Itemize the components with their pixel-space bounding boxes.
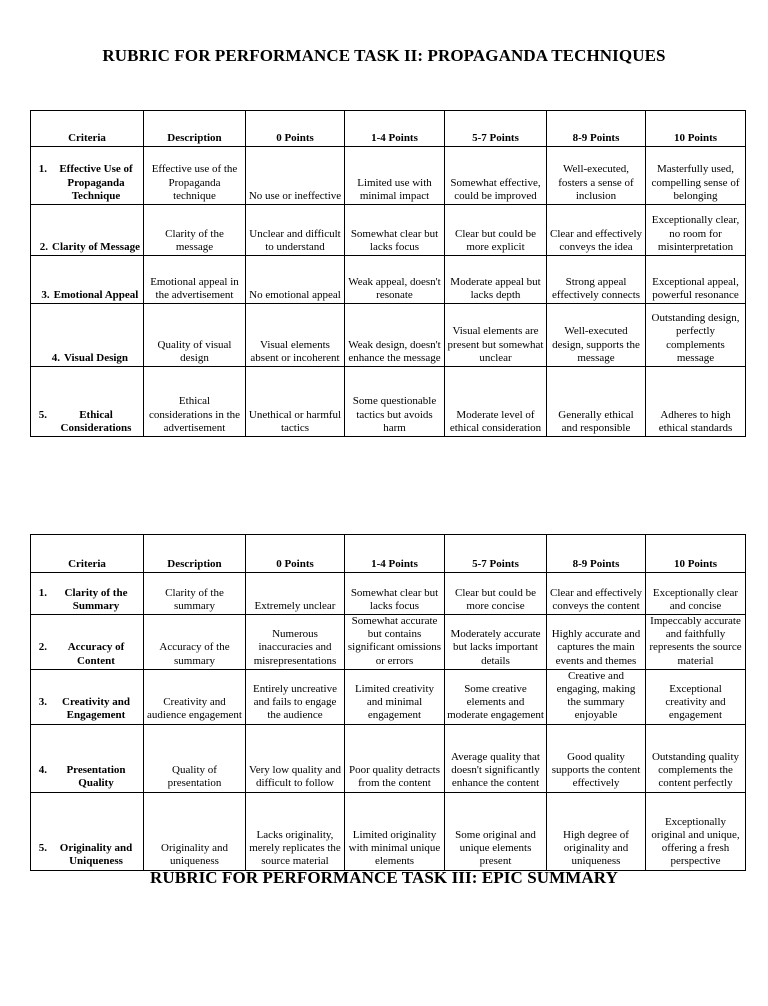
score-cell-8-9: Strong appeal effectively connects: [547, 256, 646, 304]
header-description: Description: [144, 535, 246, 573]
description-cell: Creativity and audience engagement: [144, 669, 246, 724]
score-cell-0: No use or ineffective: [246, 147, 345, 205]
score-cell-10: Outstanding design, perfectly complements message: [646, 304, 746, 367]
header-1-4-points: 1-4 Points: [345, 111, 445, 147]
description-cell: Emotional appeal in the advertisement: [144, 256, 246, 304]
table-row: [31, 304, 746, 367]
criteria-name: Visual Design: [63, 351, 129, 364]
table-row: [31, 367, 746, 437]
score-cell-0: Unclear and difficult to understand: [246, 205, 345, 256]
score-cell-1-4: Limited use with minimal impact: [345, 147, 445, 205]
criteria-number: 5.: [38, 408, 47, 421]
score-cell-5-7: Some creative elements and moderate engagement: [445, 669, 547, 724]
header-1-4-points: 1-4 Points: [345, 535, 445, 573]
criteria-number: 1.: [38, 163, 47, 176]
header-criteria: Criteria: [31, 535, 144, 573]
score-cell-0: No emotional appeal: [246, 256, 345, 304]
score-cell-5-7: Somewhat effective, could be improved: [445, 147, 547, 205]
header-10-points: 10 Points: [646, 535, 746, 573]
header-description: Description: [144, 111, 246, 147]
score-cell-1-4: Limited originality with minimal unique elements: [345, 792, 445, 870]
criteria-name: Emotional Appeal: [53, 288, 139, 301]
score-cell-5-7: Moderate level of ethical consideration: [445, 367, 547, 437]
score-cell-5-7: Average quality that doesn't significantly enhance the content: [445, 724, 547, 792]
criteria-number: 2.: [38, 641, 47, 654]
criteria-number: 3.: [41, 288, 50, 301]
criteria-number: 2.: [39, 240, 48, 253]
score-cell-10: Exceptional appeal, powerful resonance: [646, 256, 746, 304]
score-cell-10: Masterfully used, compelling sense of belonging: [646, 147, 746, 205]
criteria-cell: [31, 615, 144, 670]
header-0-points: 0 Points: [246, 535, 345, 573]
table-row: [31, 792, 746, 870]
score-cell-1-4: Weak design, doesn't enhance the message: [345, 304, 445, 367]
header-0-points: 0 Points: [246, 111, 345, 147]
criteria-cell: [31, 256, 144, 304]
table-row: [31, 573, 746, 615]
table-row: [31, 724, 746, 792]
criteria-cell: [31, 573, 144, 615]
criteria-cell: [31, 792, 144, 870]
criteria-name: Accuracy of Content: [67, 641, 125, 667]
criteria-name: Creativity and Engagement: [62, 696, 130, 722]
header-criteria: Criteria: [31, 111, 144, 147]
score-cell-1-4: Weak appeal, doesn't resonate: [345, 256, 445, 304]
criteria-number: 5.: [38, 842, 47, 855]
score-cell-0: Numerous inaccuracies and misrepresentations: [246, 615, 345, 670]
score-cell-10: Exceptionally clear, no room for misinterpretation: [646, 205, 746, 256]
header-row: [31, 111, 746, 147]
score-cell-8-9: High degree of originality and uniqueness: [547, 792, 646, 870]
rubric-title-task-3: RUBRIC FOR PERFORMANCE TASK III: EPIC SUMMARY: [150, 868, 618, 887]
criteria-number: 4.: [51, 351, 60, 364]
score-cell-1-4: Somewhat clear but lacks focus: [345, 573, 445, 615]
score-cell-10: Exceptionally clear and concise: [646, 573, 746, 615]
header-8-9-points: 8-9 Points: [547, 111, 646, 147]
criteria-cell: [31, 304, 144, 367]
score-cell-8-9: Clear and effectively conveys the idea: [547, 205, 646, 256]
criteria-name: Ethical Considerations: [60, 408, 132, 434]
description-cell: Quality of visual design: [144, 304, 246, 367]
criteria-cell: [31, 205, 144, 256]
table-row: [31, 256, 746, 304]
score-cell-8-9: Clear and effectively conveys the content: [547, 573, 646, 615]
score-cell-5-7: Clear but could be more explicit: [445, 205, 547, 256]
table-row: [31, 205, 746, 256]
score-cell-1-4: Some questionable tactics but avoids harm: [345, 367, 445, 437]
score-cell-0: Extremely unclear: [246, 573, 345, 615]
score-cell-0: Lacks originality, merely replicates the source material: [246, 792, 345, 870]
header-10-points: 10 Points: [646, 111, 746, 147]
criteria-name: Clarity of the Summary: [64, 586, 128, 612]
score-cell-5-7: Visual elements are present but somewhat unclear: [445, 304, 547, 367]
criteria-number: 4.: [38, 764, 47, 777]
score-cell-10: Impeccably accurate and faithfully represents the source material: [646, 615, 746, 670]
criteria-name: Presentation Quality: [66, 764, 126, 790]
header-5-7-points: 5-7 Points: [445, 111, 547, 147]
score-cell-1-4: Poor quality detracts from the content: [345, 724, 445, 792]
score-cell-10: Exceptional creativity and engagement: [646, 669, 746, 724]
criteria-name: Effective Use of Propaganda Technique: [59, 163, 133, 202]
criteria-cell: [31, 724, 144, 792]
score-cell-0: Unethical or harmful tactics: [246, 367, 345, 437]
criteria-number: 3.: [38, 696, 47, 709]
score-cell-10: Adheres to high ethical standards: [646, 367, 746, 437]
score-cell-1-4: Somewhat clear but lacks focus: [345, 205, 445, 256]
description-cell: Clarity of the summary: [144, 573, 246, 615]
description-cell: Accuracy of the summary: [144, 615, 246, 670]
criteria-cell: [31, 367, 144, 437]
score-cell-0: Very low quality and difficult to follow: [246, 724, 345, 792]
score-cell-1-4: Limited creativity and minimal engagement: [345, 669, 445, 724]
score-cell-10: Outstanding quality complements the content perfectly: [646, 724, 746, 792]
description-cell: Quality of presentation: [144, 724, 246, 792]
header-8-9-points: 8-9 Points: [547, 535, 646, 573]
description-cell: Clarity of the message: [144, 205, 246, 256]
description-cell: Originality and uniqueness: [144, 792, 246, 870]
score-cell-5-7: Clear but could be more concise: [445, 573, 547, 615]
score-cell-8-9: Creative and engaging, making the summary enjoyable: [547, 669, 646, 724]
criteria-number: 1.: [38, 586, 47, 599]
criteria-name: Originality and Uniqueness: [59, 842, 133, 868]
score-cell-8-9: Good quality supports the content effectively: [547, 724, 646, 792]
score-cell-8-9: Highly accurate and captures the main events and themes: [547, 615, 646, 670]
score-cell-10: Exceptionally original and unique, offering a fresh perspective: [646, 792, 746, 870]
score-cell-8-9: Well-executed design, supports the message: [547, 304, 646, 367]
description-cell: Ethical considerations in the advertisement: [144, 367, 246, 437]
description-cell: Effective use of the Propaganda technique: [144, 147, 246, 205]
score-cell-0: Entirely uncreative and fails to engage the audience: [246, 669, 345, 724]
table-row: [31, 669, 746, 724]
table-row: [31, 615, 746, 670]
table-row: [31, 147, 746, 205]
score-cell-8-9: Generally ethical and responsible: [547, 367, 646, 437]
score-cell-1-4: Somewhat accurate but contains significant omissions or errors: [345, 615, 445, 670]
header-5-7-points: 5-7 Points: [445, 535, 547, 573]
score-cell-0: Visual elements absent or incoherent: [246, 304, 345, 367]
score-cell-5-7: Moderately accurate but lacks important details: [445, 615, 547, 670]
propaganda-rubric-table: [30, 110, 746, 437]
criteria-cell: [31, 147, 144, 205]
rubric-title-task-2: RUBRIC FOR PERFORMANCE TASK II: PROPAGANDA TECHNIQUES: [102, 46, 666, 65]
header-row: [31, 535, 746, 573]
score-cell-8-9: Well-executed, fosters a sense of inclusion: [547, 147, 646, 205]
score-cell-5-7: Moderate appeal but lacks depth: [445, 256, 547, 304]
epic-summary-rubric-table: [30, 534, 746, 871]
score-cell-5-7: Some original and unique elements present: [445, 792, 547, 870]
criteria-cell: [31, 669, 144, 724]
criteria-name: Clarity of Message: [52, 240, 140, 253]
